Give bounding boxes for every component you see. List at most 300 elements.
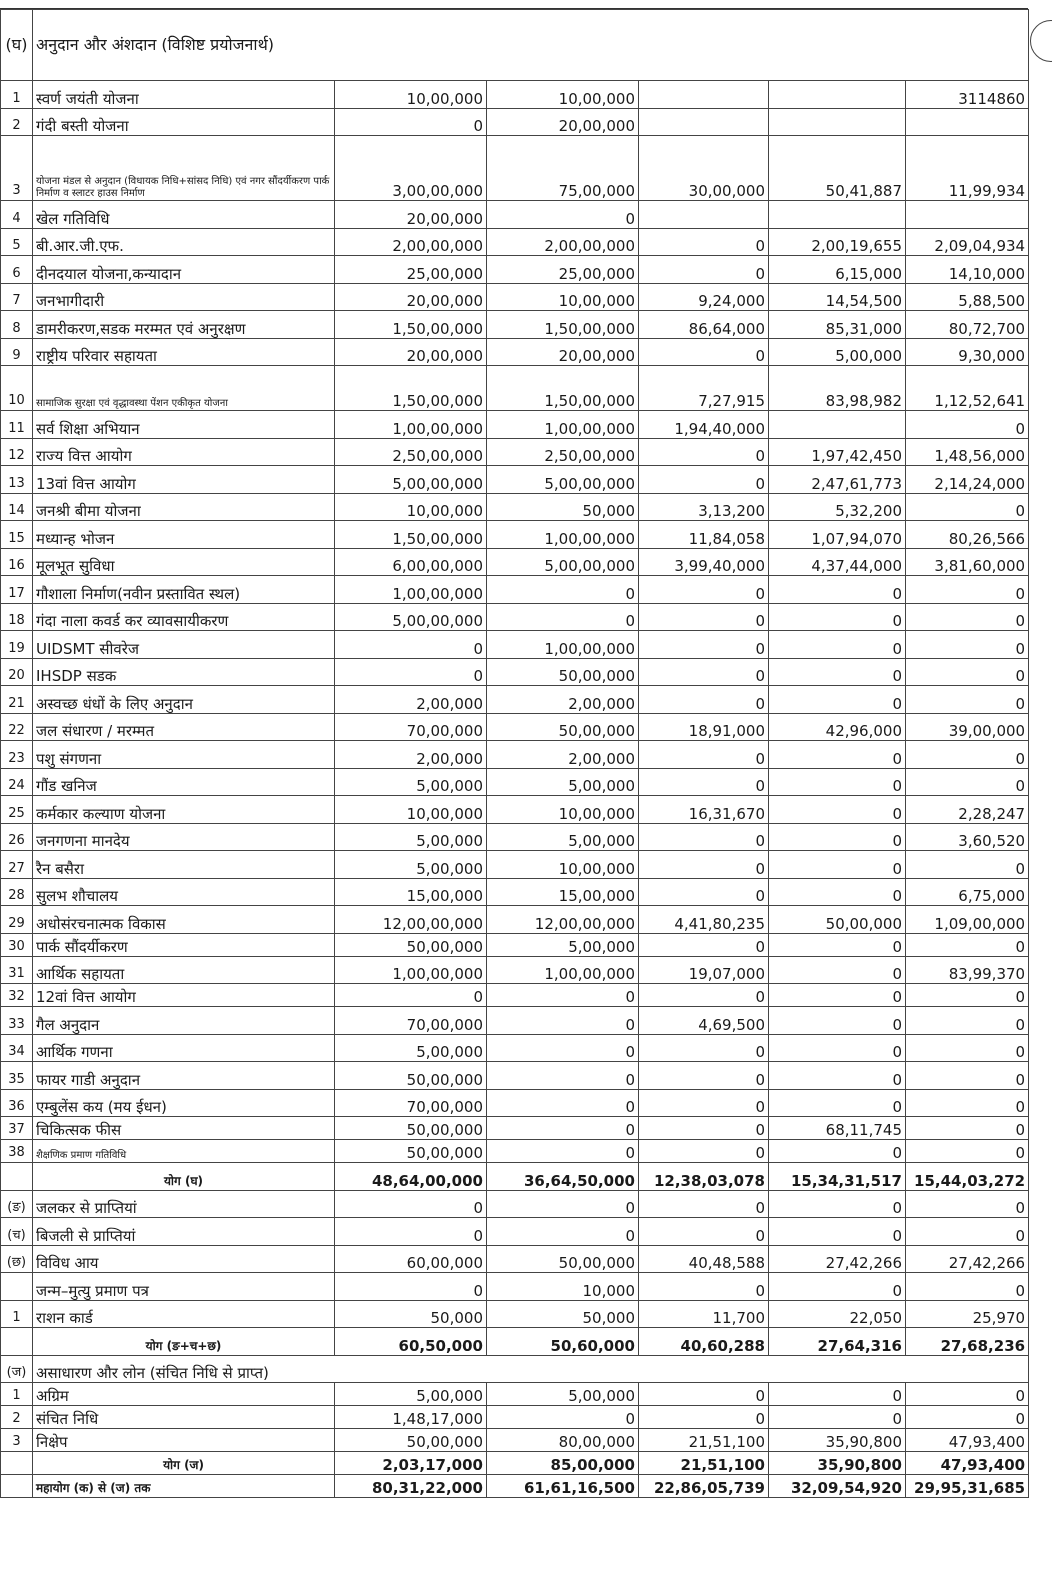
amount-cell-1: 1,50,00,000 (335, 521, 487, 549)
row-description: कर्मकार कल्याण योजना (33, 796, 335, 824)
row-number (1, 1163, 33, 1191)
amount-cell-5: 0 (906, 1406, 1029, 1429)
amount-cell-3: 9,24,000 (639, 283, 769, 311)
amount-cell-1: 50,000 (335, 1300, 487, 1328)
page-number-circle (1030, 20, 1052, 62)
amount-cell-4 (769, 108, 906, 136)
amount-cell-2: 1,50,00,000 (487, 366, 639, 411)
amount-cell-1: 2,00,000 (335, 686, 487, 714)
table-row (1, 108, 1029, 136)
table-row (1, 338, 1029, 366)
row-description: आर्थिक गणना (33, 1034, 335, 1062)
row-number: 38 (1, 1140, 33, 1163)
amount-cell-5: 0 (906, 1089, 1029, 1117)
row-description: जनश्री बीमा योजना (33, 493, 335, 521)
row-description: जनभागीदारी (33, 283, 335, 311)
table-row (1, 228, 1029, 256)
amount-cell-4: 42,96,000 (769, 713, 906, 741)
row-number: 23 (1, 741, 33, 769)
row-number: 6 (1, 256, 33, 284)
amount-cell-1: 2,50,00,000 (335, 438, 487, 466)
amount-cell-2: 2,00,000 (487, 741, 639, 769)
amount-cell-5: 0 (906, 411, 1029, 439)
row-description: 12वां वित्त आयोग (33, 984, 335, 1007)
amount-cell-2: 0 (487, 1089, 639, 1117)
row-number: 29 (1, 906, 33, 934)
amount-cell-1: 5,00,00,000 (335, 603, 487, 631)
amount-cell-4: 0 (769, 658, 906, 686)
amount-cell-3: 19,07,000 (639, 956, 769, 984)
amount-cell-4: 22,050 (769, 1300, 906, 1328)
amount-cell-4: 5,00,000 (769, 338, 906, 366)
table-row (1, 256, 1029, 284)
amount-cell-4: 0 (769, 741, 906, 769)
row-number: 10 (1, 366, 33, 411)
section-row-chh (1, 1245, 1029, 1273)
amount-cell-2: 12,00,00,000 (487, 906, 639, 934)
table-row (1, 686, 1029, 714)
amount-cell-5: 0 (906, 1034, 1029, 1062)
amount-cell-5: 80,72,700 (906, 311, 1029, 339)
amount-cell-4: 14,54,500 (769, 283, 906, 311)
amount-cell-2: 0 (487, 1117, 639, 1140)
row-number (1, 1328, 33, 1356)
amount-cell-1: 5,00,000 (335, 1034, 487, 1062)
row-description: निक्षेप (33, 1429, 335, 1452)
table-row (1, 1034, 1029, 1062)
table-row (1, 466, 1029, 494)
row-description: गंदा नाला कवर्ड कर व्यावसायीकरण (33, 603, 335, 631)
table-row (1, 906, 1029, 934)
table-row (1, 1117, 1029, 1140)
row-description: योग (ङ+च+छ) (33, 1328, 335, 1356)
amount-cell-1: 15,00,000 (335, 878, 487, 906)
table-row (1, 878, 1029, 906)
amount-cell-5: 0 (906, 1218, 1029, 1246)
amount-cell-4: 35,90,800 (769, 1452, 906, 1475)
amount-cell-3 (639, 201, 769, 229)
amount-cell-1: 1,00,00,000 (335, 411, 487, 439)
amount-cell-1: 50,00,000 (335, 1062, 487, 1090)
amount-cell-4: 4,37,44,000 (769, 548, 906, 576)
amount-cell-1: 10,00,000 (335, 796, 487, 824)
amount-cell-4: 0 (769, 1383, 906, 1406)
row-number: 15 (1, 521, 33, 549)
row-description: अग्रिम (33, 1383, 335, 1406)
section-title: असाधारण और लोन (संचित निधि से प्राप्त) (33, 1355, 1029, 1383)
row-description: गंदी बस्ती योजना (33, 108, 335, 136)
amount-cell-2: 36,64,50,000 (487, 1163, 639, 1191)
amount-cell-3: 12,38,03,078 (639, 1163, 769, 1191)
budget-table (0, 9, 1029, 1498)
row-number: 4 (1, 201, 33, 229)
amount-cell-4: 0 (769, 984, 906, 1007)
amount-cell-4: 50,41,887 (769, 136, 906, 201)
table-row (1, 658, 1029, 686)
amount-cell-2: 10,000 (487, 1273, 639, 1301)
amount-cell-3: 40,48,588 (639, 1245, 769, 1273)
row-number: (ङ) (1, 1190, 33, 1218)
row-number: 24 (1, 768, 33, 796)
amount-cell-1: 5,00,000 (335, 768, 487, 796)
amount-cell-2: 2,00,000 (487, 686, 639, 714)
amount-cell-5: 0 (906, 576, 1029, 604)
row-description: गौंड खनिज (33, 768, 335, 796)
row-number: 25 (1, 796, 33, 824)
row-number: 21 (1, 686, 33, 714)
amount-cell-5: 1,12,52,641 (906, 366, 1029, 411)
table-row (1, 851, 1029, 879)
amount-cell-4: 0 (769, 956, 906, 984)
row-number: 3 (1, 1429, 33, 1452)
amount-cell-4: 0 (769, 1273, 906, 1301)
amount-cell-3: 16,31,670 (639, 796, 769, 824)
row-number: 27 (1, 851, 33, 879)
amount-cell-3: 0 (639, 1190, 769, 1218)
amount-cell-5: 27,68,236 (906, 1328, 1029, 1356)
amount-cell-4: 0 (769, 933, 906, 956)
amount-cell-1: 70,00,000 (335, 1007, 487, 1035)
amount-cell-4: 0 (769, 1089, 906, 1117)
amount-cell-4: 32,09,54,920 (769, 1475, 906, 1498)
table-row (1, 1089, 1029, 1117)
amount-cell-4: 27,64,316 (769, 1328, 906, 1356)
row-number: 1 (1, 81, 33, 109)
amount-cell-3: 0 (639, 438, 769, 466)
table-row (1, 933, 1029, 956)
row-number: 14 (1, 493, 33, 521)
amount-cell-1: 3,00,00,000 (335, 136, 487, 201)
table-row (1, 493, 1029, 521)
amount-cell-1: 2,03,17,000 (335, 1452, 487, 1475)
table-row (1, 631, 1029, 659)
row-number: 17 (1, 576, 33, 604)
row-number: (छ) (1, 1245, 33, 1273)
row-number: 33 (1, 1007, 33, 1035)
row-description: मूलभूत सुविधा (33, 548, 335, 576)
table-row (1, 1406, 1029, 1429)
amount-cell-5: 0 (906, 631, 1029, 659)
amount-cell-5: 14,10,000 (906, 256, 1029, 284)
amount-cell-1: 2,00,000 (335, 741, 487, 769)
amount-cell-3: 0 (639, 256, 769, 284)
amount-cell-1: 50,00,000 (335, 1140, 487, 1163)
row-number: 31 (1, 956, 33, 984)
amount-cell-3 (639, 108, 769, 136)
amount-cell-1: 5,00,000 (335, 823, 487, 851)
total-row-ngchchh (1, 1328, 1029, 1356)
amount-cell-2: 10,00,000 (487, 851, 639, 879)
amount-cell-3: 0 (639, 768, 769, 796)
amount-cell-2: 5,00,00,000 (487, 548, 639, 576)
amount-cell-3: 0 (639, 851, 769, 879)
table-row (1, 283, 1029, 311)
amount-cell-5: 1,09,00,000 (906, 906, 1029, 934)
row-number: 35 (1, 1062, 33, 1090)
amount-cell-1: 10,00,000 (335, 81, 487, 109)
amount-cell-5: 2,09,04,934 (906, 228, 1029, 256)
table-row (1, 823, 1029, 851)
amount-cell-5: 80,26,566 (906, 521, 1029, 549)
row-description: राज्य वित्त आयोग (33, 438, 335, 466)
row-number: 2 (1, 1406, 33, 1429)
table-row (1, 136, 1029, 201)
amount-cell-3: 0 (639, 1218, 769, 1246)
section-header-gh (1, 10, 1029, 81)
row-number: 3 (1, 136, 33, 201)
amount-cell-5: 1,48,56,000 (906, 438, 1029, 466)
row-description: गौशाला निर्माण(नवीन प्रस्तावित स्थल) (33, 576, 335, 604)
amount-cell-3: 0 (639, 338, 769, 366)
row-number: 11 (1, 411, 33, 439)
table-row (1, 366, 1029, 411)
amount-cell-1: 50,00,000 (335, 1429, 487, 1452)
amount-cell-5: 29,95,31,685 (906, 1475, 1029, 1498)
row-description: UIDSMT सीवरेज (33, 631, 335, 659)
amount-cell-4: 0 (769, 1190, 906, 1218)
amount-cell-4: 6,15,000 (769, 256, 906, 284)
amount-cell-1: 0 (335, 108, 487, 136)
amount-cell-4: 0 (769, 1062, 906, 1090)
amount-cell-4: 1,97,42,450 (769, 438, 906, 466)
amount-cell-5: 47,93,400 (906, 1429, 1029, 1452)
amount-cell-3: 0 (639, 466, 769, 494)
table-row (1, 548, 1029, 576)
amount-cell-5: 0 (906, 1273, 1029, 1301)
amount-cell-1: 20,00,000 (335, 338, 487, 366)
amount-cell-1: 0 (335, 1190, 487, 1218)
amount-cell-2: 1,00,00,000 (487, 956, 639, 984)
amount-cell-5: 0 (906, 686, 1029, 714)
amount-cell-1: 5,00,000 (335, 1383, 487, 1406)
amount-cell-4: 50,00,000 (769, 906, 906, 934)
row-number: 5 (1, 228, 33, 256)
amount-cell-3: 0 (639, 1406, 769, 1429)
table-row (1, 1383, 1029, 1406)
amount-cell-5: 6,75,000 (906, 878, 1029, 906)
table-row (1, 713, 1029, 741)
amount-cell-5: 0 (906, 741, 1029, 769)
amount-cell-1: 50,00,000 (335, 1117, 487, 1140)
amount-cell-5: 0 (906, 984, 1029, 1007)
amount-cell-4: 35,90,800 (769, 1429, 906, 1452)
amount-cell-5: 0 (906, 1007, 1029, 1035)
amount-cell-1: 20,00,000 (335, 283, 487, 311)
amount-cell-2: 1,00,00,000 (487, 411, 639, 439)
amount-cell-3: 4,69,500 (639, 1007, 769, 1035)
row-number: 13 (1, 466, 33, 494)
amount-cell-1: 25,00,000 (335, 256, 487, 284)
amount-cell-1: 1,50,00,000 (335, 311, 487, 339)
amount-cell-1: 80,31,22,000 (335, 1475, 487, 1498)
amount-cell-2: 0 (487, 1007, 639, 1035)
amount-cell-2: 2,50,00,000 (487, 438, 639, 466)
amount-cell-5: 5,88,500 (906, 283, 1029, 311)
total-row-j (1, 1452, 1029, 1475)
row-description: जनगणना मानदेय (33, 823, 335, 851)
amount-cell-5: 0 (906, 493, 1029, 521)
amount-cell-2: 50,00,000 (487, 713, 639, 741)
amount-cell-4 (769, 201, 906, 229)
amount-cell-1: 6,00,00,000 (335, 548, 487, 576)
table-row (1, 1007, 1029, 1035)
amount-cell-4: 2,00,19,655 (769, 228, 906, 256)
row-description: राशन कार्ड (33, 1300, 335, 1328)
row-number: 8 (1, 311, 33, 339)
amount-cell-3: 0 (639, 984, 769, 1007)
amount-cell-2: 0 (487, 1218, 639, 1246)
amount-cell-5: 0 (906, 1062, 1029, 1090)
amount-cell-2: 61,61,16,500 (487, 1475, 639, 1498)
amount-cell-5: 27,42,266 (906, 1245, 1029, 1273)
amount-cell-4: 0 (769, 796, 906, 824)
row-description: खेल गतिविधि (33, 201, 335, 229)
amount-cell-4: 0 (769, 686, 906, 714)
amount-cell-1: 0 (335, 658, 487, 686)
row-description: महायोग (क) से (ज) तक (33, 1475, 335, 1498)
row-description: शैक्षणिक प्रमाण गतिविधि (33, 1140, 335, 1163)
amount-cell-3: 86,64,000 (639, 311, 769, 339)
row-description: बी.आर.जी.एफ. (33, 228, 335, 256)
amount-cell-4: 0 (769, 1007, 906, 1035)
amount-cell-1: 2,00,00,000 (335, 228, 487, 256)
amount-cell-5: 3,60,520 (906, 823, 1029, 851)
amount-cell-5: 2,14,24,000 (906, 466, 1029, 494)
amount-cell-5: 9,30,000 (906, 338, 1029, 366)
amount-cell-3: 0 (639, 658, 769, 686)
amount-cell-5: 0 (906, 658, 1029, 686)
row-description: IHSDP सडक (33, 658, 335, 686)
amount-cell-1: 50,00,000 (335, 933, 487, 956)
amount-cell-2: 5,00,000 (487, 1383, 639, 1406)
amount-cell-4: 15,34,31,517 (769, 1163, 906, 1191)
amount-cell-4: 0 (769, 631, 906, 659)
amount-cell-4 (769, 81, 906, 109)
row-description: योजना मंडल से अनुदान (विधायक निधि+सांसद निधि) एवं नगर सौंदर्यीकरण पार्क निर्माण व स्लाटर हाउस निर्माण (33, 136, 335, 201)
amount-cell-3: 0 (639, 1383, 769, 1406)
row-description: संचित निधि (33, 1406, 335, 1429)
row-description: पार्क सौंदर्यीकरण (33, 933, 335, 956)
grand-total-row (1, 1475, 1029, 1498)
amount-cell-2: 20,00,000 (487, 108, 639, 136)
amount-cell-1: 0 (335, 984, 487, 1007)
amount-cell-3 (639, 81, 769, 109)
amount-cell-2: 50,00,000 (487, 658, 639, 686)
row-number: 2 (1, 108, 33, 136)
row-description: आर्थिक सहायता (33, 956, 335, 984)
row-description: मध्यान्ह भोजन (33, 521, 335, 549)
amount-cell-1: 0 (335, 631, 487, 659)
amount-cell-1: 0 (335, 1218, 487, 1246)
amount-cell-3: 0 (639, 823, 769, 851)
amount-cell-1: 12,00,00,000 (335, 906, 487, 934)
amount-cell-3: 0 (639, 741, 769, 769)
amount-cell-5: 0 (906, 1190, 1029, 1218)
amount-cell-5: 2,28,247 (906, 796, 1029, 824)
row-description: सामाजिक सुरक्षा एवं वृद्धावस्था पेंशन एकीकृत योजना (33, 366, 335, 411)
amount-cell-2: 5,00,000 (487, 823, 639, 851)
amount-cell-5: 3,81,60,000 (906, 548, 1029, 576)
amount-cell-3: 0 (639, 631, 769, 659)
amount-cell-2: 50,00,000 (487, 1245, 639, 1273)
section-code: (ज) (1, 1355, 33, 1383)
row-number: 16 (1, 548, 33, 576)
amount-cell-5: 0 (906, 603, 1029, 631)
amount-cell-5: 3114860 (906, 81, 1029, 109)
amount-cell-2: 5,00,000 (487, 933, 639, 956)
amount-cell-2: 50,000 (487, 493, 639, 521)
amount-cell-5: 0 (906, 768, 1029, 796)
amount-cell-3: 0 (639, 1089, 769, 1117)
amount-cell-4: 5,32,200 (769, 493, 906, 521)
row-description: जलकर से प्राप्तियां (33, 1190, 335, 1218)
amount-cell-3: 21,51,100 (639, 1429, 769, 1452)
amount-cell-3: 0 (639, 1034, 769, 1062)
amount-cell-1: 5,00,00,000 (335, 466, 487, 494)
amount-cell-2: 85,00,000 (487, 1452, 639, 1475)
amount-cell-5 (906, 201, 1029, 229)
amount-cell-3: 18,91,000 (639, 713, 769, 741)
budget-sheet (0, 8, 1028, 1498)
amount-cell-2: 15,00,000 (487, 878, 639, 906)
row-description: स्वर्ण जयंती योजना (33, 81, 335, 109)
amount-cell-4: 0 (769, 1218, 906, 1246)
amount-cell-2: 0 (487, 1140, 639, 1163)
table-row (1, 1300, 1029, 1328)
amount-cell-5: 39,00,000 (906, 713, 1029, 741)
amount-cell-3: 30,00,000 (639, 136, 769, 201)
amount-cell-3: 11,84,058 (639, 521, 769, 549)
amount-cell-1: 1,00,00,000 (335, 956, 487, 984)
amount-cell-4: 0 (769, 1406, 906, 1429)
amount-cell-5: 25,970 (906, 1300, 1029, 1328)
amount-cell-5: 83,99,370 (906, 956, 1029, 984)
table-row (1, 796, 1029, 824)
table-row (1, 1273, 1029, 1301)
row-number: 12 (1, 438, 33, 466)
row-description: एम्बुलेंस कय (मय ईधन) (33, 1089, 335, 1117)
row-description: योग (ज) (33, 1452, 335, 1475)
table-row (1, 201, 1029, 229)
amount-cell-2: 0 (487, 1062, 639, 1090)
amount-cell-3: 3,99,40,000 (639, 548, 769, 576)
amount-cell-2: 0 (487, 603, 639, 631)
amount-cell-5: 0 (906, 1383, 1029, 1406)
amount-cell-4: 0 (769, 576, 906, 604)
table-row (1, 741, 1029, 769)
amount-cell-3: 4,41,80,235 (639, 906, 769, 934)
row-number: 22 (1, 713, 33, 741)
row-number: 18 (1, 603, 33, 631)
row-description: अधोसंरचनात्मक विकास (33, 906, 335, 934)
table-row (1, 1140, 1029, 1163)
row-description: जल संधारण / मरम्मत (33, 713, 335, 741)
amount-cell-5: 0 (906, 1117, 1029, 1140)
row-number: 30 (1, 933, 33, 956)
row-description: अस्वच्छ धंधों के लिए अनुदान (33, 686, 335, 714)
budget-table-body (1, 10, 1029, 1498)
amount-cell-1: 1,50,00,000 (335, 366, 487, 411)
row-description: राष्ट्रीय परिवार सहायता (33, 338, 335, 366)
amount-cell-3: 1,94,40,000 (639, 411, 769, 439)
section-title: अनुदान और अंशदान (विशिष्ट प्रयोजनार्थ) (33, 10, 1029, 81)
amount-cell-3: 22,86,05,739 (639, 1475, 769, 1498)
amount-cell-4: 1,07,94,070 (769, 521, 906, 549)
section-code: (घ) (1, 10, 33, 81)
amount-cell-2: 80,00,000 (487, 1429, 639, 1452)
amount-cell-3: 11,700 (639, 1300, 769, 1328)
amount-cell-3: 40,60,288 (639, 1328, 769, 1356)
